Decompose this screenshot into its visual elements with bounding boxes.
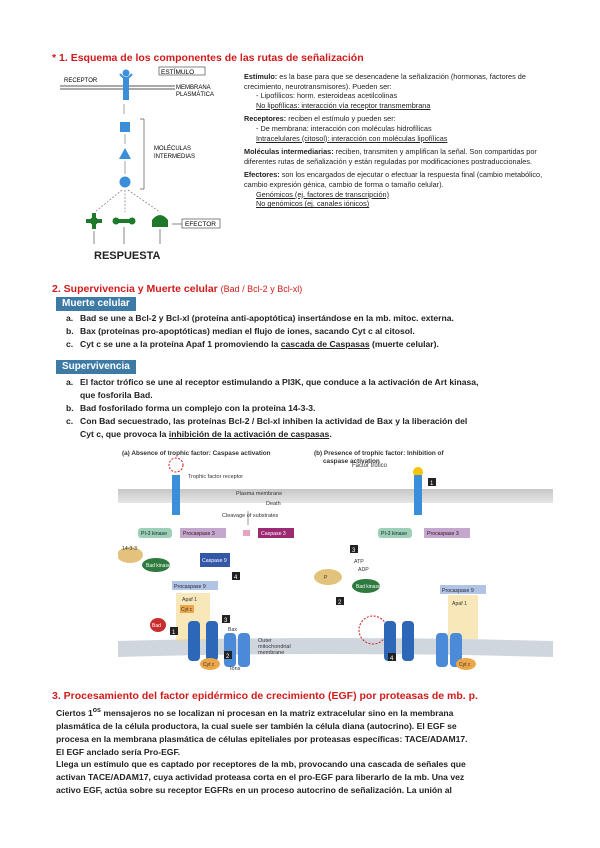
estimulo-bullet-2: No lipofílicas: interacción vía receptor transmembrana [256,100,431,110]
receptor-a-icon [172,475,180,515]
intermediate-square-icon [120,122,130,132]
ions-label: Ions [230,666,241,672]
mitochondrial-label: mitochondrial [258,644,291,650]
receptor-b-icon [414,475,422,515]
bax-a [224,633,236,667]
svg-text:PI-3 kinase: PI-3 kinase [381,531,407,537]
list-item-continuation: que fosforila Bad. [80,390,153,400]
estimulo-note: Estímulo: es la base para que se desencadene la señalización (hormonas, factores de crecimiento, neurotransmisores). Pueden ser: [244,72,526,91]
cleavage-label: Cleavage of substrates [222,513,279,519]
receptores-bullet-1: - De membrana: interacción con moléculas hidrofílicas [256,123,432,133]
moleculas-note: Moléculas intermediarias: reciben, transmiten y amplifican la señal. Son compartidas por diferentes rutas de señalización y están reguladas por modificaciones postraduccionales. [244,147,537,166]
efectores-note: Efectores: son los encargados de ejecutar o efectuar la respuesta final (cambio metabólico, cambio expresión génica, cambio de forma o tamaño celular). [244,170,543,189]
list-item: a. Bad se une a Bcl-2 y Bcl-xl (proteína anti-apoptótica) insertándose en la mb. mitoc. externa. [66,313,454,323]
svg-text:1: 1 [172,630,176,636]
svg-text:Procaspase 3: Procaspase 3 [427,531,459,537]
supervivencia-label: Supervivencia [56,360,136,374]
factor-trofico-label: Factor trófico [352,463,388,469]
ligand-icon [123,70,130,77]
estimulo-bullet-1: - Lipofílicos: horm. esteroideas acetilcolinas [256,91,398,101]
bcl2-a [188,621,200,661]
panel-b-title-1: (b) Presence of trophic factor: Inhibition of [314,450,444,457]
svg-text:Procaspase 3: Procaspase 3 [183,531,215,537]
svg-text:Cyt c: Cyt c [459,662,471,668]
svg-text:3: 3 [352,548,356,554]
plasma-membrane-label: Plasma membrane [236,491,283,497]
outer-label: Outer [258,638,272,644]
section2-title: 2. Supervivencia y Muerte celular (Bad / Bcl-2 y Bcl-xl) [52,283,303,295]
panel-b-title-2: caspase activation [323,458,380,465]
muerte-celular-label: Muerte celular [56,297,136,311]
intermediate-circle-icon [120,177,131,188]
section3-title: 3. Procesamiento del factor epidérmico de crecimiento (EGF) por proteasas de mb. p. [52,690,478,702]
section3-paragraph-2: Llega un estímulo que es captado por receptores de la mb, provocando una cascada de señales que activan TACE/ADAM17, cuya actividad proteasa corta en el pro-EGF para liberarlo de la mb. Una vez activo EGF, actúa sobre su receptor EGFRs en un proceso autocrino de señalización. La unión al [56,759,466,796]
cytc-a: Cyt c [181,607,193,613]
svg-text:4: 4 [390,656,394,662]
intermediate-triangle-icon [119,148,131,159]
svg-text:Procaspase 9: Procaspase 9 [174,584,206,590]
svg-text:Bad: Bad [152,623,161,629]
list-item: c. Cyt c se une a la proteína Apaf 1 promoviendo la cascada de Caspasas (muerte celular). [66,339,439,349]
adp-label: ADP [358,567,369,573]
intermedias-label: INTERMEDIAS [154,154,196,160]
efector-label: EFECTOR [185,221,216,228]
svg-text:Bax: Bax [228,627,237,633]
svg-text:Bad kinase: Bad kinase [146,563,171,569]
svg-text:PI-3 kinase: PI-3 kinase [141,531,167,537]
svg-text:2: 2 [338,600,342,606]
estimulo-label: ESTÍMULO [161,69,195,76]
absent-factor-icon [169,458,183,472]
section1-notes [244,72,544,209]
atp-label: ATP [354,559,364,565]
effector-cross-icon [86,213,102,229]
svg-text:14-3-3: 14-3-3 [122,546,137,552]
supervivencia-list [66,376,556,441]
muerte-list [66,312,556,351]
moleculas-label: MOLÉCULAS [154,146,192,152]
list-item: b. Bad fosforilado forma un complejo con la proteína 14-3-3. [66,403,316,413]
apoptosis-figure [118,445,558,675]
svg-text:4: 4 [234,575,238,581]
signaling-components-diagram [60,64,240,264]
effector-dome-icon [152,215,168,227]
list-item: a. El factor trófico se une al receptor estimulando a PI3K, que conduce a la activación de Art kinasa, [66,377,479,387]
efectores-bullet-1: Genómicos (ej. factores de transcripción) [256,189,390,199]
section3-paragraph-1: Ciertos $1^{os}$ mensajeros no se localizan ni procesan en la matriz extracelular sino en la membrana plasmática de la célula productora, la cual suele ser también la célula diana (autocrino). El EGF se procesa en la membrana plasmática de células epiteliales por proteasas específicas: TACE/ADAM17. El EGF anclado sería Pro-EGF. [56,707,468,758]
membrana-label: MEMBRANA [176,85,211,91]
svg-text:Bad kinase: Bad kinase [356,584,381,590]
plasmatica-label: PLASMÁTICA [176,92,215,98]
efectores-bullet-2: No genómicos (ej. canales iónicos) [256,199,370,209]
panel-a-title: (a) Absence of trophic factor: Caspase activation [122,450,271,457]
svg-text:Procaspase 9: Procaspase 9 [442,588,474,594]
section1-title: * 1. Esquema de los componentes de las rutas de señalización [52,52,364,64]
trophic-receptor-label: Trophic factor receptor [188,474,244,480]
membrane-label: membrane [258,650,285,656]
svg-text:3: 3 [224,618,228,624]
effector-bone-icon [113,218,136,225]
plasma-membrane [118,489,553,503]
death-label: Death [266,501,281,507]
list-item: c. Con Bad secuestrado, las proteínas Bcl-2 / Bcl-xl inhiben la actividad de Bax y la liberación del [66,416,468,426]
svg-text:1: 1 [430,481,434,487]
receptores-bullet-2: Intracelulares (citosol): interacción con moléculas lipofílicas [256,133,448,143]
list-item: b. Bax (proteínas pro-apoptóticas) median el flujo de iones, sacando Cyt c al citosol. [66,326,415,336]
receptor-label: RECEPTOR [64,78,98,84]
list-item-continuation: Cyt c, que provoca la inhibición de la activación de caspasas. [80,429,332,439]
svg-text:P: P [324,575,328,581]
svg-text:Caspase 9: Caspase 9 [202,558,227,564]
bax-b [436,633,448,667]
receptores-note: Receptores: reciben el estímulo y pueden ser: [244,114,396,124]
svg-text:Cyt c: Cyt c [203,662,215,668]
apaf1-a: Apaf 1 [182,597,197,603]
svg-text:Caspase 3: Caspase 3 [261,531,286,537]
protein-1433-b [314,569,342,585]
svg-text:2: 2 [226,654,230,660]
respuesta-label: RESPUESTA [94,250,161,262]
apaf1-b: Apaf 1 [452,601,467,607]
